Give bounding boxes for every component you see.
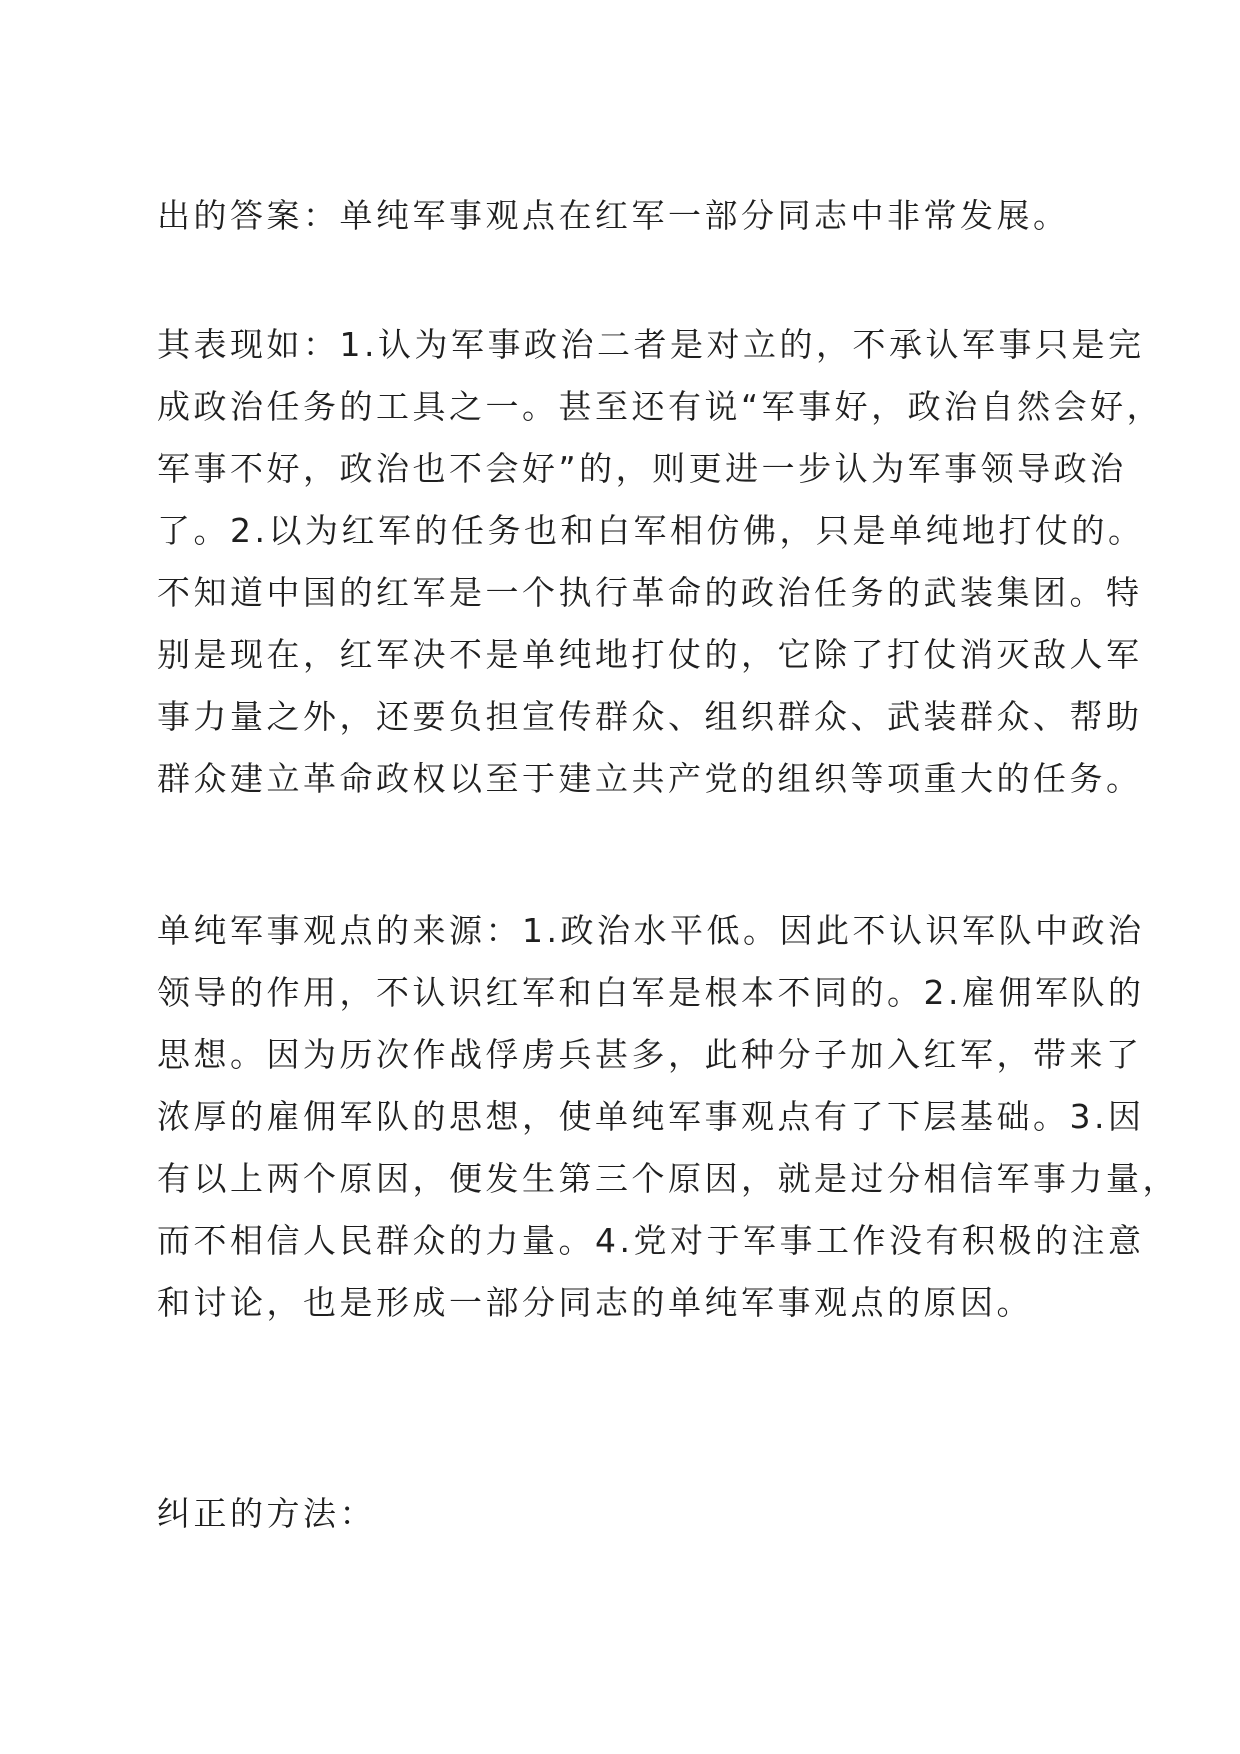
paragraph-correction-heading bbox=[157, 1483, 1085, 1545]
text-line: 单纯军事观点的来源：1.政治水平低。因此不认识军队中政治 bbox=[157, 911, 1145, 950]
text-line: 不知道中国的红军是一个执行革命的政治任务的武装集团。特 bbox=[157, 573, 1143, 612]
paragraph-sources bbox=[157, 900, 1179, 1334]
text-line: 群众建立革命政权以至于建立共产党的组织等项重大的任务。 bbox=[157, 759, 1143, 798]
text-line: 出的答案：单纯军事观点在红军一部分同志中非常发展。 bbox=[157, 196, 1070, 235]
text-line: 事力量之外，还要负担宣传群众、组织群众、武装群众、帮助 bbox=[157, 697, 1143, 736]
paragraph-answer bbox=[157, 185, 1085, 247]
text-line: 纠正的方法： bbox=[157, 1494, 376, 1533]
text-line: 浓厚的雇佣军队的思想，使单纯军事观点有了下层基础。3.因 bbox=[157, 1097, 1145, 1136]
text-line: 军事不好，政治也不会好”的，则更进一步认为军事领导政治 bbox=[157, 449, 1127, 488]
text-line: 思想。因为历次作战俘虏兵甚多，此种分子加入红军，带来了 bbox=[157, 1035, 1143, 1074]
text-line: 了。2.以为红军的任务也和白军相仿佛，只是单纯地打仗的。 bbox=[157, 511, 1145, 550]
text-line: 而不相信人民群众的力量。4.党对于军事工作没有积极的注意 bbox=[157, 1221, 1145, 1260]
text-line: 别是现在，红军决不是单纯地打仗的，它除了打仗消灭敌人军 bbox=[157, 635, 1143, 674]
text-line: 和讨论，也是形成一部分同志的单纯军事观点的原因。 bbox=[157, 1283, 1033, 1322]
text-line: 成政治任务的工具之一。甚至还有说“军事好，政治自然会好， bbox=[157, 387, 1164, 426]
text-line: 其表现如：1.认为军事政治二者是对立的，不承认军事只是完 bbox=[157, 325, 1145, 364]
text-line: 有以上两个原因，便发生第三个原因，就是过分相信军事力量， bbox=[157, 1159, 1179, 1198]
paragraph-manifestations bbox=[157, 314, 1164, 810]
text-line: 领导的作用，不认识红军和白军是根本不同的。2.雇佣军队的 bbox=[157, 973, 1145, 1012]
